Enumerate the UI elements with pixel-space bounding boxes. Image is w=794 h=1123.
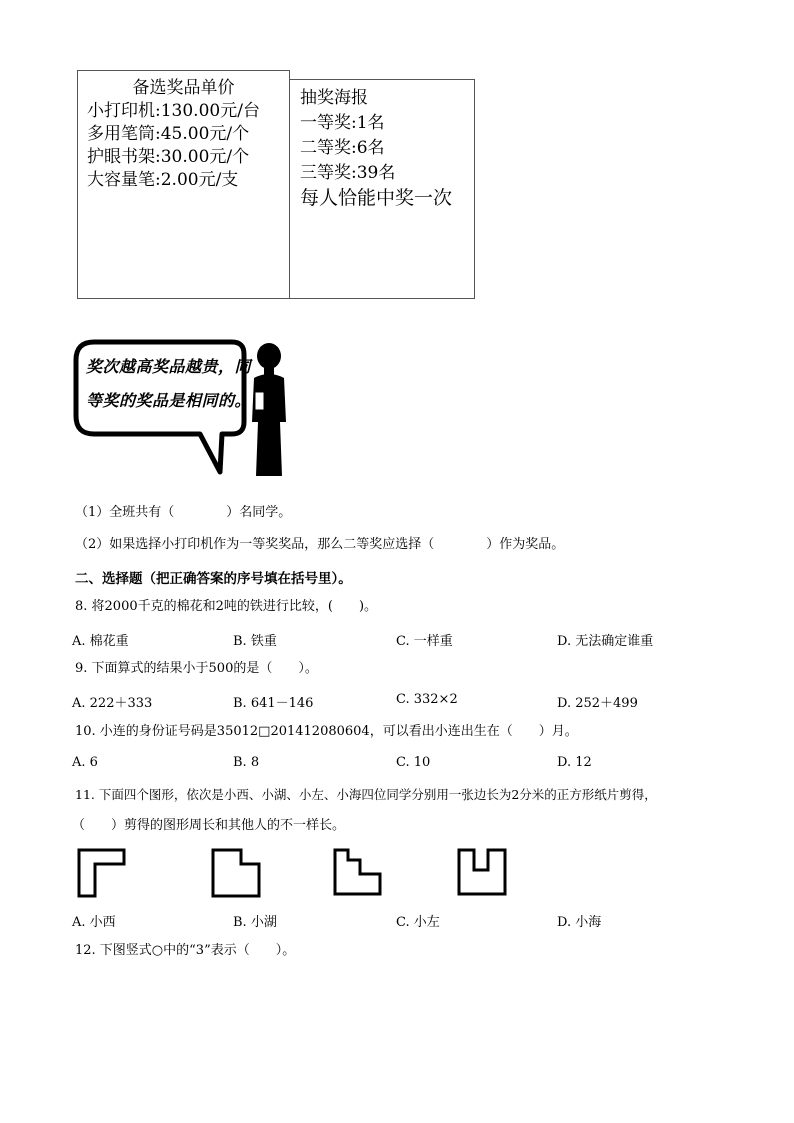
speech-illustration <box>72 334 302 476</box>
question-9-option-c: C. 332×2 <box>396 692 458 707</box>
question-9-option-a: A. 222＋333 <box>72 696 153 711</box>
shape-xiaohai-icon <box>459 850 505 894</box>
question-10-option-a: A. 6 <box>72 755 98 770</box>
price-item: 护眼书架:30.00元/个 <box>87 147 250 167</box>
sub-question-1: （1）全班共有（ ）名同学。 <box>75 505 292 520</box>
price-list-box <box>77 70 290 299</box>
shape-xiaozuo-icon <box>335 850 380 894</box>
question-11-stem-line-2: （ ）剪得的图形周长和其他人的不一样长。 <box>72 818 346 833</box>
question-11-shapes <box>77 848 527 900</box>
teacher-figure-icon <box>252 343 286 476</box>
price-item: 小打印机:130.00元/台 <box>87 101 260 121</box>
question-11-option-b: B. 小湖 <box>233 915 277 930</box>
question-8-option-d: D. 无法确定谁重 <box>557 634 654 649</box>
question-10-stem: 10. 小连的身份证号码是35012□201412080604，可以看出小连出生在（ ）月。 <box>75 724 578 739</box>
sub-question-2: （2）如果选择小打印机作为一等奖奖品，那么二等奖应选择（ ）作为奖品。 <box>75 537 565 552</box>
poster-note: 每人恰能中奖一次 <box>300 187 453 209</box>
price-item: 多用笔筒:45.00元/个 <box>87 124 250 144</box>
speech-line-2: 等奖的奖品是相同的。 <box>86 391 252 410</box>
poster-item: 一等奖:1名 <box>300 113 385 133</box>
shape-xiaohu-icon <box>213 850 259 896</box>
question-9-option-b: B. 641－146 <box>233 696 314 711</box>
question-11-option-a: A. 小西 <box>72 915 116 930</box>
poster-title: 抽奖海报 <box>300 88 368 108</box>
question-12-stem: 12. 下图竖式○中的“3”表示（ ）。 <box>75 943 296 958</box>
poster-item: 二等奖:6名 <box>300 138 385 158</box>
question-8-stem: 8. 将2000千克的棉花和2吨的铁进行比较，( )。 <box>75 599 378 614</box>
lottery-poster-box <box>289 79 475 299</box>
question-9-option-d: D. 252＋499 <box>557 696 638 711</box>
question-11-option-c: C. 小左 <box>396 915 440 930</box>
question-11-stem-line-1: 11. 下面四个图形，依次是小西、小湖、小左、小海四位同学分别用一张边长为2分米的正方形纸片剪得， <box>75 787 657 802</box>
section-title: 二、选择题（把正确答案的序号填在括号里）。 <box>75 571 352 587</box>
price-item: 大容量笔:2.00元/支 <box>87 170 239 190</box>
question-11-option-d: D. 小海 <box>557 915 602 930</box>
question-9-stem: 9. 下面算式的结果小于500的是（ ）。 <box>75 661 318 676</box>
question-10-option-d: D. 12 <box>557 755 592 770</box>
question-8-option-a: A. 棉花重 <box>72 634 129 649</box>
price-list-title: 备选奖品单价 <box>132 78 235 98</box>
question-8-option-c: C. 一样重 <box>396 634 453 649</box>
shape-xiaoxi-icon <box>79 850 124 896</box>
speech-line-1: 奖次越高奖品越贵，同 <box>86 357 252 376</box>
question-10-option-b: B. 8 <box>233 755 260 770</box>
poster-item: 三等奖:39名 <box>300 163 396 183</box>
question-8-option-b: B. 铁重 <box>233 634 277 649</box>
question-10-option-c: C. 10 <box>396 755 431 770</box>
